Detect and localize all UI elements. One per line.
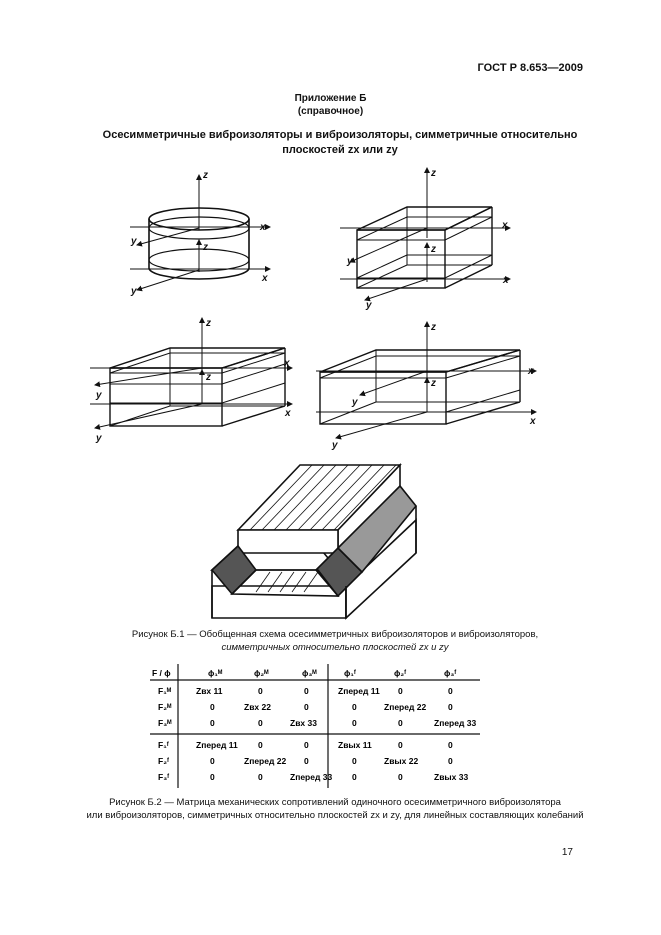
box-isolator-top-right xyxy=(340,168,510,300)
figure-b2-caption-line-1: Рисунок Б.2 — Матрица механических сопротивлений одиночного осесимметричного виброизолятора xyxy=(109,797,561,808)
box-isolator-middle-right xyxy=(316,322,536,438)
figure-b2-caption-line-2: или виброизоляторов, симметричных относительно плоскостей zx и zy, для линейных составляющих колебаний xyxy=(86,810,584,821)
matrix-cell: 0 xyxy=(448,756,453,766)
x-axis-label: x xyxy=(260,222,266,233)
matrix-cell: 0 xyxy=(448,740,453,750)
matrix-cell: 0 xyxy=(304,756,309,766)
matrix-cell: Zперед 33 xyxy=(290,772,333,782)
document-number: ГОСТ Р 8.653—2009 xyxy=(477,62,583,74)
y-axis-label: y xyxy=(366,300,372,311)
matrix-cell: Zвых 11 xyxy=(338,740,372,750)
cylinder-isolator xyxy=(130,175,270,290)
y-axis-label: y xyxy=(332,440,338,451)
matrix-cell: 0 xyxy=(210,772,215,782)
matrix-cell: 0 xyxy=(304,740,309,750)
matrix-cell: Zперед 11 xyxy=(196,740,238,750)
matrix-row-header: F₂ᶠ xyxy=(158,756,170,766)
matrix-cell: Zвх 11 xyxy=(196,686,223,696)
matrix-cell: 0 xyxy=(352,756,357,766)
matrix-cell: 0 xyxy=(398,718,403,728)
matrix-cell: Zперед 33 xyxy=(434,718,477,728)
matrix-cell: 0 xyxy=(448,686,453,696)
z-axis-label: z xyxy=(203,170,208,181)
matrix-cell: 0 xyxy=(210,702,215,712)
matrix-column-header: ϕ₃ᴹ xyxy=(302,668,317,678)
matrix-cell: 0 xyxy=(210,756,215,766)
matrix-column-header: ϕ₂ᴹ xyxy=(254,668,269,678)
matrix-cell: Zперед 11 xyxy=(338,686,380,696)
figure-b1-caption-line-2: симметричных относительно плоскостей zx и zy xyxy=(221,642,449,653)
matrix-cell: 0 xyxy=(258,686,263,696)
z-axis-label: z xyxy=(431,168,436,179)
z-axis-label: z xyxy=(206,372,211,383)
y-axis-label: y xyxy=(96,433,102,444)
appendix-subtitle: (справочное) xyxy=(297,106,364,117)
y-axis-label: y xyxy=(352,397,358,408)
matrix-row-header: F₁ᶠ xyxy=(158,740,169,750)
z-axis-label: z xyxy=(206,318,211,329)
y-axis-label: y xyxy=(347,256,353,267)
matrix-cell: 0 xyxy=(258,772,263,782)
y-axis-label: y xyxy=(96,390,102,401)
figure-b1-caption xyxy=(40,628,630,654)
matrix-cell: 0 xyxy=(352,718,357,728)
x-axis-label: x xyxy=(530,416,536,427)
matrix-column-header: ϕ₁ᴹ xyxy=(208,668,223,678)
appendix-heading xyxy=(0,92,661,118)
z-axis-label: z xyxy=(431,378,436,389)
x-axis-label: x xyxy=(262,273,268,284)
matrix-cell: 0 xyxy=(258,718,263,728)
matrix-cell: 0 xyxy=(210,718,215,728)
x-axis-label: x xyxy=(503,275,509,286)
matrix-column-header: ϕ₁ᶠ xyxy=(344,668,356,678)
appendix-title: Приложение Б xyxy=(294,93,367,104)
matrix-cell: 0 xyxy=(398,772,403,782)
matrix-column-header: ϕ₂ᶠ xyxy=(394,668,407,678)
matrix-cell: Zперед 22 xyxy=(244,756,287,766)
matrix-row-header: F₁ᴹ xyxy=(158,686,172,696)
matrix-cell: Zперед 22 xyxy=(384,702,427,712)
figure-b2-caption xyxy=(40,796,630,822)
section-title-line-2: плоскостей zx или zy xyxy=(282,144,398,156)
z-axis-label: z xyxy=(431,244,436,255)
section-title-line-1: Осесимметричные виброизоляторы и виброизоляторы, симметричные относительно xyxy=(102,129,578,141)
figure-b1-drawing xyxy=(0,160,661,625)
impedance-matrix xyxy=(150,664,490,790)
x-axis-label: x xyxy=(285,408,291,419)
matrix-cell: 0 xyxy=(304,702,309,712)
matrix-column-header: ϕ₃ᶠ xyxy=(444,668,457,678)
matrix-cell: 0 xyxy=(398,740,403,750)
matrix-cell: Zвых 33 xyxy=(434,772,469,782)
v-block-isolator xyxy=(212,465,416,618)
z-axis-label: z xyxy=(431,322,436,333)
z-axis-label: z xyxy=(203,242,208,253)
matrix-row-header: F₃ᶠ xyxy=(158,772,170,782)
x-axis-label: x xyxy=(502,220,508,231)
y-axis-label: y xyxy=(131,286,137,297)
x-axis-label: x xyxy=(528,366,534,377)
matrix-cell: 0 xyxy=(352,772,357,782)
box-isolator-middle-left xyxy=(90,318,292,428)
section-title xyxy=(60,128,620,158)
figure-b1-caption-line-1: Рисунок Б.1 — Обобщенная схема осесимметричных виброизоляторов и виброизоляторов, xyxy=(131,629,539,640)
matrix-corner-label: F / ϕ xyxy=(152,668,171,678)
matrix-cell: 0 xyxy=(448,702,453,712)
matrix-row-header: F₂ᴹ xyxy=(158,702,172,712)
matrix-cell: Zвх 22 xyxy=(244,702,271,712)
matrix-cell: Zвх 33 xyxy=(290,718,317,728)
matrix-cell: 0 xyxy=(398,686,403,696)
x-axis-label: x xyxy=(284,358,290,369)
matrix-cell: 0 xyxy=(352,702,357,712)
matrix-cell: Zвых 22 xyxy=(384,756,419,766)
matrix-row-header: F₃ᴹ xyxy=(158,718,172,728)
matrix-cell: 0 xyxy=(258,740,263,750)
page-number: 17 xyxy=(561,847,573,858)
matrix-cell: 0 xyxy=(304,686,309,696)
y-axis-label: y xyxy=(131,236,137,247)
